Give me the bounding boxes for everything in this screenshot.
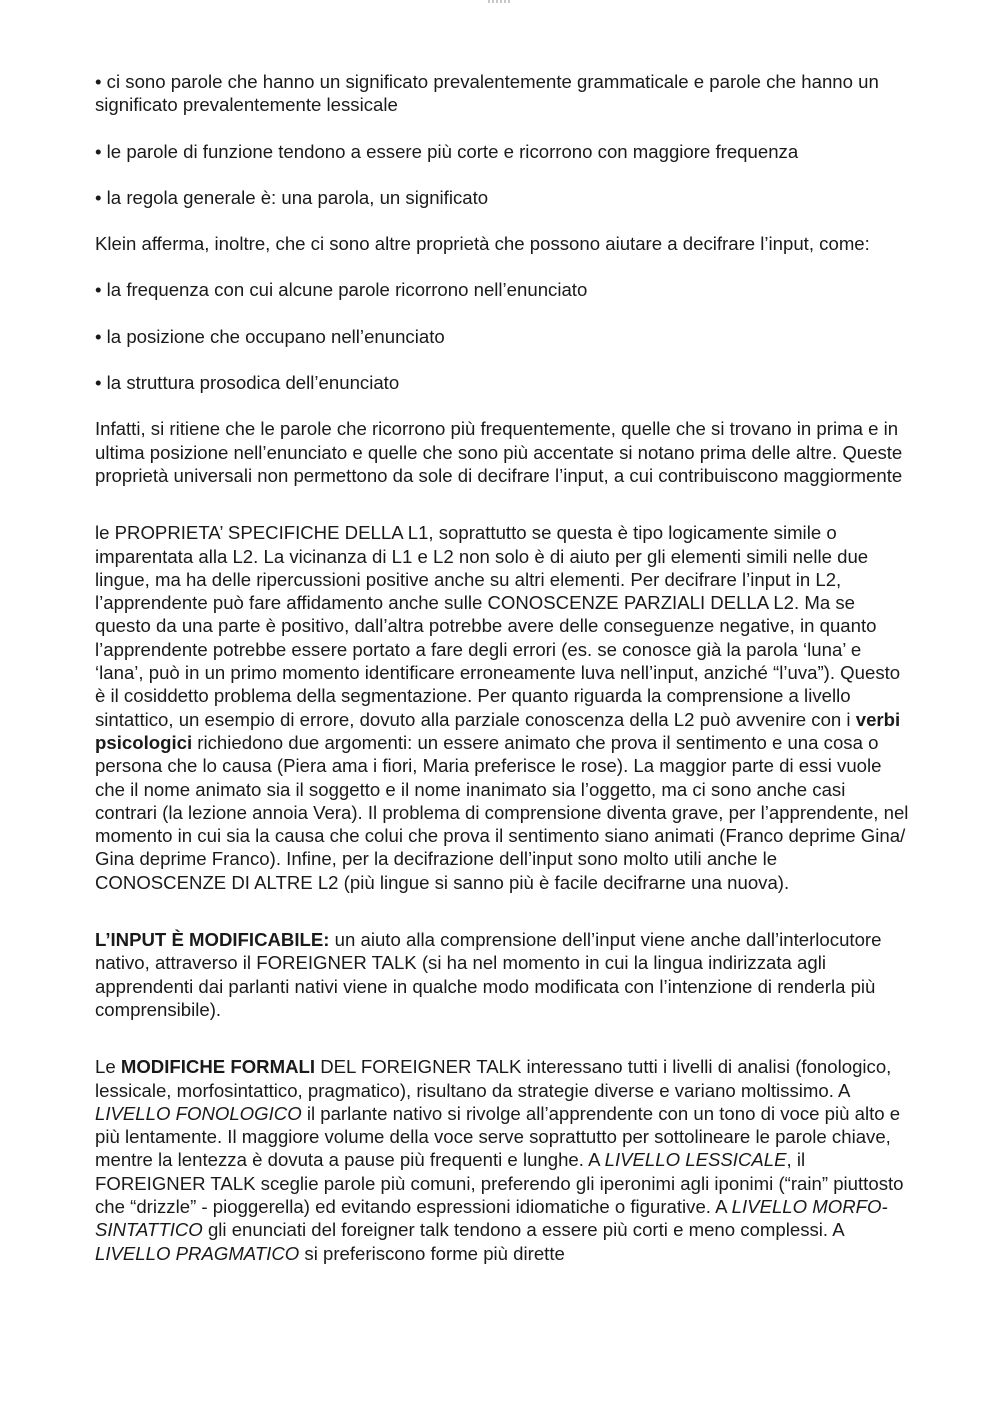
document-body <box>95 70 910 1288</box>
formal-modifications-paragraph <box>95 1055 910 1265</box>
bullet-frequency: • la frequenza con cui alcune parole ricorrono nell’enunciato <box>95 279 588 301</box>
bullet-general-rule: • la regola generale è: una parola, un significato <box>95 186 489 208</box>
livello-morfosintattico-italic: LIVELLO MORFO-SINTATTICO <box>95 1195 888 1241</box>
mod-text-1: Le <box>95 1056 121 1078</box>
mod-text-6: si preferiscono forme più dirette <box>299 1242 565 1264</box>
mod-text-4: , il FOREIGNER TALK sceglie parole più comuni, preferendo gli iperonimi agli iponimi (“rain” piuttosto che “drizzle” - pioggerella) ed evitando espressioni idiomatiche o figurative. A <box>95 1149 904 1217</box>
mod-text-2: DEL FOREIGNER TALK interessano tutti i livelli di analisi (fonologico, lessicale, morfosintattico, pragmatico), risultano da strategie diverse e variano moltissimo. A <box>95 1056 892 1101</box>
livello-pragmatico-italic: LIVELLO PRAGMATICO <box>95 1242 300 1264</box>
input-modifiable-heading: L’INPUT È MODIFICABILE: <box>95 929 330 951</box>
modifiche-formali-bold: MODIFICHE FORMALI <box>120 1056 316 1078</box>
l1-text-part2: richiedono due argomenti: un essere animato che prova il sentimento e una cosa o persona che lo causa (Piera ama i fiori, Maria preferisce le rose). La maggior parte di essi vuole che il nome animato sia il soggetto e il nome inanimato sia l’oggetto, ma ci sono anche casi contrari (la lezione annoia Vera). Il problema di comprensione diventa grave, per l’apprendente, nel momento in cui sia la causa che colui che prova il sentimento siano animati (Franco deprime Gina/ Gina deprime Franco). Infine, per la decifrazione dell’input sono molto utili anche le CONOSCENZE DI ALTRE L2 (più lingue si sanno più è facile decifrarne una nuova). <box>95 731 909 893</box>
mod-text-3: il parlante nativo si rivolge all’apprendente con un tono di voce più alto e più lentamente. Il maggiore volume della voce serve soprattutto per sottolineare le parole chiave, mentre la lentezza è dovuta a pause più frequenti e lunghe. A <box>95 1102 901 1171</box>
infatti-paragraph: Infatti, si ritiene che le parole che ricorrono più frequentemente, quelle che si trovano in prima e in ultima posizione nell’enunciato e quelle che sono più accentate si notano prima delle altre. Queste proprietà universali non permettono da sole di decifrare l’input, a cui contribuiscono maggiormente <box>95 418 903 486</box>
bullet-grammatical-lexical: • ci sono parole che hanno un significato prevalentemente grammaticale e parole che hanno un significato prevalentemente lessicale <box>95 71 879 116</box>
mod-text-5: gli enunciati del foreigner talk tendono a essere più corti e meno complessi. A <box>202 1219 844 1241</box>
input-modifiable-paragraph <box>95 928 910 1021</box>
bullet-prosody: • la struttura prosodica dell’enunciato <box>95 372 400 394</box>
bullet-function-words: • le parole di funzione tendono a essere più corte e ricorrono con maggiore frequenza <box>95 140 799 162</box>
livello-fonologico-italic: LIVELLO FONOLOGICO <box>95 1102 302 1124</box>
klein-intro-paragraph: Klein afferma, inoltre, che ci sono altre proprietà che possono aiutare a decifrare l’input, come: <box>95 233 870 255</box>
livello-lessicale-italic: LIVELLO LESSICALE <box>604 1149 787 1171</box>
l1-properties-paragraph <box>95 521 910 894</box>
bullet-position: • la posizione che occupano nell’enunciato <box>95 325 445 347</box>
input-modifiable-text: un aiuto alla comprensione dell’input viene anche dall’interlocutore nativo, attraverso il FOREIGNER TALK (si ha nel momento in cui la lingua indirizzata agli apprendenti dai parlanti nativi viene in qualche modo modificata con l’intenzione di renderla più comprensibile). <box>95 929 882 1020</box>
verbi-psicologici-bold: verbi psicologici <box>95 708 901 753</box>
header-mark <box>488 0 512 3</box>
l1-text-part1: le PROPRIETA’ SPECIFICHE DELLA L1, soprattutto se questa è tipo logicamente simile o imparentata alla L2. La vicinanza di L1 e L2 non solo è di aiuto per gli elementi simili nelle due lingue, ma ha delle ripercussioni positive anche su altri elementi. Per decifrare l’input in L2, l’apprendente può fare affidamento anche sulle CONOSCENZE PARZIALI DELLA L2. Ma se questo da una parte è positivo, dall’altra potrebbe avere delle conseguenze negative, in quanto l’apprendente potrebbe essere portato a fare degli errori (es. se conosce già la parola ‘luna’ e ‘lana’, può in un primo momento identificare erroneamente luva nell’input, anziché “l’uva”). Questo è il cosiddetto problema della segmentazione. Per quanto riguarda la comprensione a livello sintattico, un esempio di errore, dovuto alla parziale conoscenza della L2 può avvenire con i <box>95 522 901 730</box>
